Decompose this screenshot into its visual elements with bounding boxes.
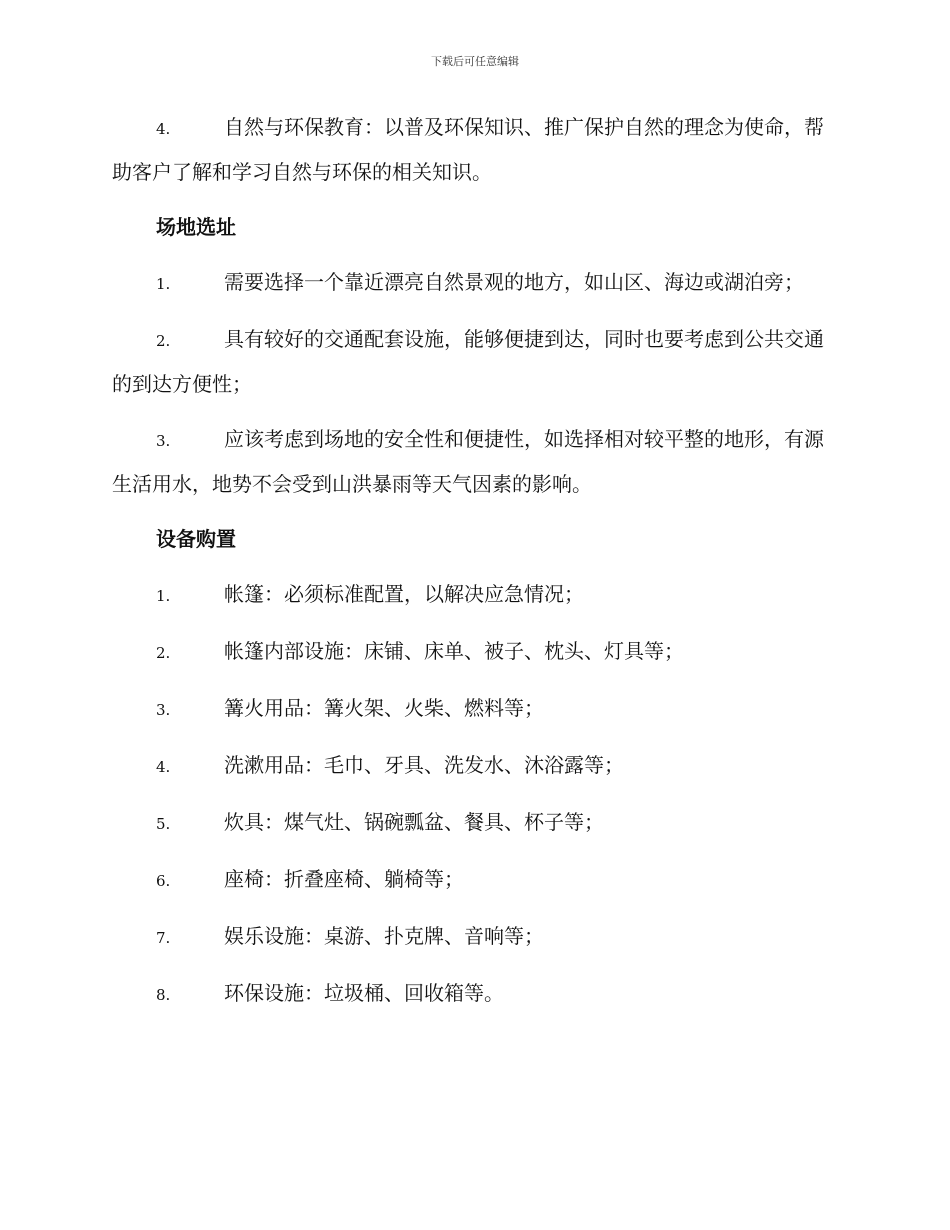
- list-item-text: 洗漱用品：毛巾、牙具、洗发水、沐浴露等；: [224, 753, 624, 777]
- section-heading-equipment: 设备购置: [156, 527, 236, 551]
- list-number: 1.: [156, 275, 171, 293]
- intro-list-item: [112, 106, 838, 194]
- equipment-list-item-3: [112, 687, 838, 732]
- site-list-item-1: [112, 261, 838, 306]
- list-item-text: 自然与环保教育：以普及环保知识、推广保护自然的理念为使命，帮助客户了解和学习自然与环保的相关知识。: [112, 115, 824, 184]
- site-list-item-3: [112, 418, 838, 506]
- list-item-text: 娱乐设施：桌游、扑克牌、音响等；: [224, 924, 544, 948]
- list-item-text: 应该考虑到场地的安全性和便捷性，如选择相对较平整的地形，有源生活用水，地势不会受到山洪暴雨等天气因素的影响。: [112, 427, 824, 496]
- list-item-text: 具有较好的交通配套设施，能够便捷到达，同时也要考虑到公共交通的到达方便性；: [112, 327, 824, 396]
- list-item-text: 环保设施：垃圾桶、回收箱等。: [224, 981, 504, 1005]
- list-item-text: 帐篷：必须标准配置，以解决应急情况；: [224, 582, 584, 606]
- equipment-list-item-6: [112, 858, 838, 903]
- page-header-note: 下载后可任意编辑: [431, 55, 519, 68]
- equipment-list-item-1: [112, 573, 838, 618]
- list-number: 1.: [156, 587, 171, 605]
- list-number: 7.: [156, 929, 171, 947]
- list-number: 8.: [156, 986, 171, 1004]
- list-item-text: 篝火用品：篝火架、火柴、燃料等；: [224, 696, 544, 720]
- equipment-list-item-2: [112, 630, 838, 675]
- list-item-text: 座椅：折叠座椅、躺椅等；: [224, 867, 464, 891]
- list-number: 3.: [156, 432, 171, 450]
- site-list-item-2: [112, 318, 838, 406]
- list-number: 3.: [156, 701, 171, 719]
- list-number: 4.: [156, 758, 171, 776]
- list-item-text: 炊具：煤气灶、锅碗瓢盆、餐具、杯子等；: [224, 810, 604, 834]
- list-number: 2.: [156, 644, 171, 662]
- list-number: 6.: [156, 872, 171, 890]
- equipment-list-item-8: [112, 972, 838, 1017]
- list-item-text: 需要选择一个靠近漂亮自然景观的地方，如山区、海边或湖泊旁；: [224, 270, 804, 294]
- equipment-list-item-5: [112, 801, 838, 846]
- equipment-list-item-4: [112, 744, 838, 789]
- list-item-text: 帐篷内部设施：床铺、床单、被子、枕头、灯具等；: [224, 639, 684, 663]
- list-number: 4.: [156, 120, 171, 138]
- list-number: 2.: [156, 332, 171, 350]
- section-heading-site: 场地选址: [156, 215, 236, 239]
- document-body: [112, 106, 838, 1029]
- equipment-list-item-7: [112, 915, 838, 960]
- list-number: 5.: [156, 815, 171, 833]
